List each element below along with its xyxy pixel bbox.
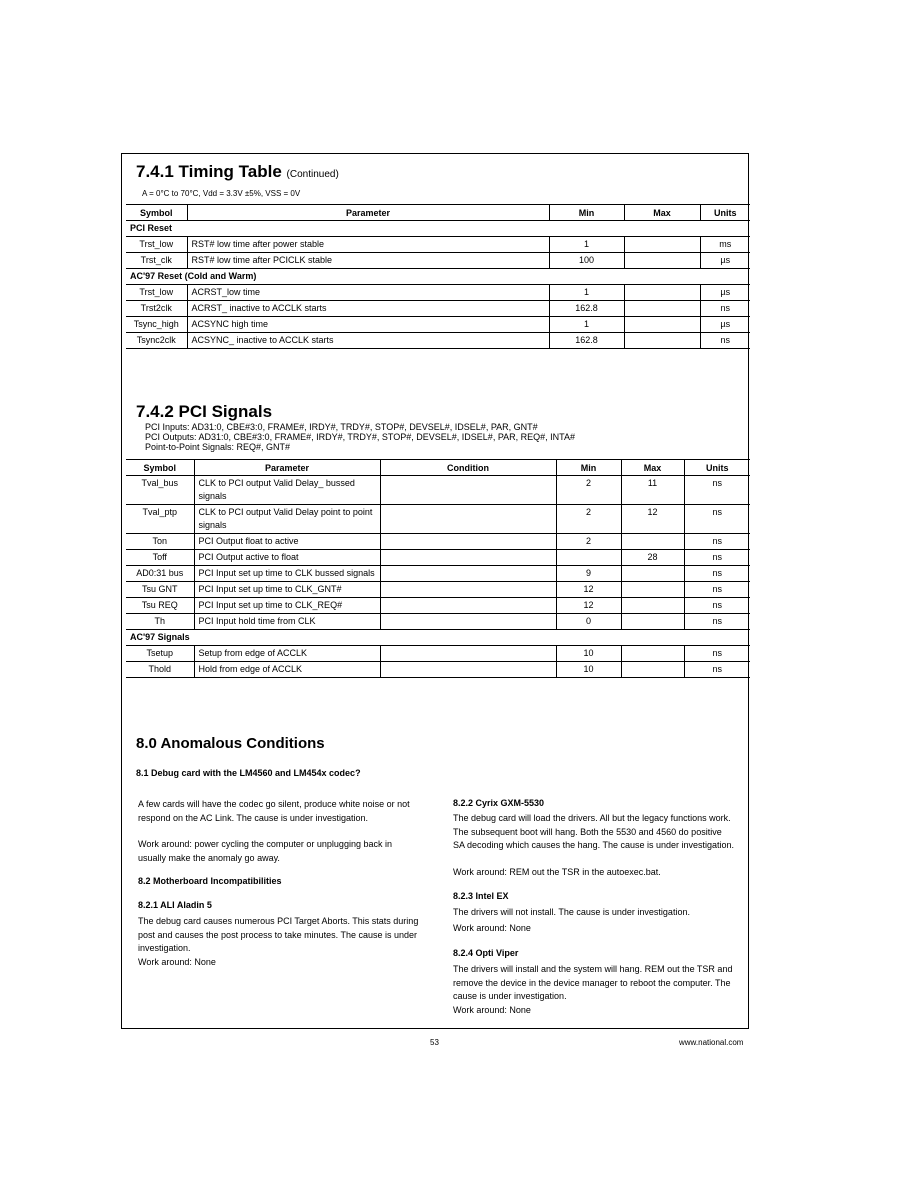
table-cell: µs — [700, 285, 750, 301]
col-header: Condition — [380, 460, 556, 476]
group-label: AC'97 Signals — [126, 630, 750, 646]
table-cell: 2 — [556, 476, 621, 505]
footer-site: www.national.com — [679, 1038, 744, 1047]
table-cell: PCI Input set up time to CLK_GNT# — [194, 582, 380, 598]
table-cell — [380, 662, 556, 678]
table-header-row — [126, 460, 750, 476]
table-cell: Toff — [126, 550, 194, 566]
table-cell — [621, 598, 684, 614]
table-row — [126, 662, 750, 678]
table-cell: ns — [700, 301, 750, 317]
table-header-row — [126, 205, 750, 221]
table-row — [126, 646, 750, 662]
table-cell: 100 — [549, 253, 624, 269]
table-cell: PCI Output active to float — [194, 550, 380, 566]
table-cell: ns — [684, 598, 750, 614]
table-cell — [380, 566, 556, 582]
table-cell — [380, 598, 556, 614]
table-cell: 10 — [556, 662, 621, 678]
table-group-row — [126, 269, 750, 285]
table-cell: Trst2clk — [126, 301, 187, 317]
table-cell: 162.8 — [549, 333, 624, 349]
table-row — [126, 614, 750, 630]
table-cell: 1 — [549, 237, 624, 253]
table-cell — [380, 614, 556, 630]
table-cell: Trst_low — [126, 237, 187, 253]
table-cell: ns — [684, 582, 750, 598]
col-header: Max — [621, 460, 684, 476]
col-header: Min — [549, 205, 624, 221]
table-cell: CLK to PCI output Valid Delay_ bussed signals — [194, 476, 380, 505]
table-row — [126, 582, 750, 598]
table-row — [126, 317, 750, 333]
table-row — [126, 534, 750, 550]
table-cell: 0 — [556, 614, 621, 630]
table-cell: Ton — [126, 534, 194, 550]
section-8-2-4-workaround: Work around: None — [453, 1005, 531, 1015]
continued-label: (Continued) — [286, 169, 339, 180]
table-cell — [621, 646, 684, 662]
pci-p2p: Point-to-Point Signals: REQ#, GNT# — [145, 442, 291, 452]
timing-conditions: A = 0°C to 70°C, Vdd = 3.3V ±5%, VSS = 0V — [142, 189, 301, 198]
table-cell: Setup from edge of ACCLK — [194, 646, 380, 662]
section-8-2-1-text: The debug card causes numerous PCI Target Aborts. This stats during post and causes the post process to take minutes. The cause is under investigation. — [138, 916, 419, 953]
pci-inputs: PCI Inputs: AD31:0, CBE#3:0, FRAME#, IRDY#, TRDY#, STOP#, DEVSEL#, IDSEL#, PAR, GNT# — [145, 422, 538, 432]
section-8-2-1-title: 8.2.1 ALI Aladin 5 — [138, 900, 212, 910]
section-8-1-title: 8.1 Debug card with the LM4560 and LM454x codec? — [136, 768, 361, 778]
timing-title: 7.4.1 Timing Table (Continued) — [136, 162, 339, 181]
table-cell: Tsu REQ — [126, 598, 194, 614]
col-header: Symbol — [126, 205, 187, 221]
table-cell: Th — [126, 614, 194, 630]
table-cell: Tsu GNT — [126, 582, 194, 598]
section-8-2-2-text: The debug card will load the drivers. All but the legacy functions work. The subsequent boot will hang. Both the 5530 and 4560 do positive SA decoding which causes the hang. The cause is under investigation. — [453, 813, 735, 850]
table-cell: ns — [684, 476, 750, 505]
table-cell — [621, 662, 684, 678]
table-cell — [621, 534, 684, 550]
table-cell — [621, 614, 684, 630]
table-cell: Trst_clk — [126, 253, 187, 269]
table-cell: AD0:31 bus — [126, 566, 194, 582]
table-row — [126, 598, 750, 614]
table-cell: Hold from edge of ACCLK — [194, 662, 380, 678]
table-row — [126, 550, 750, 566]
col-header: Max — [624, 205, 700, 221]
table-cell: ACRST_ inactive to ACCLK starts — [187, 301, 549, 317]
section-8-2-title: 8.2 Motherboard Incompatibilities — [138, 876, 282, 886]
col-header: Symbol — [126, 460, 194, 476]
table-cell: Thold — [126, 662, 194, 678]
table-cell — [621, 582, 684, 598]
section-8-2-2-title: 8.2.2 Cyrix GXM-5530 — [453, 798, 545, 808]
table-cell: PCI Input hold time from CLK — [194, 614, 380, 630]
table-cell: 12 — [556, 582, 621, 598]
pci-table — [126, 459, 750, 678]
col-header: Parameter — [187, 205, 549, 221]
col-header: Units — [700, 205, 750, 221]
table-cell: ns — [700, 333, 750, 349]
table-cell: Tsync_high — [126, 317, 187, 333]
table-cell — [380, 646, 556, 662]
table-row — [126, 301, 750, 317]
table-row — [126, 237, 750, 253]
table-cell: Tval_bus — [126, 476, 194, 505]
section-8-2-4-text: The drivers will install and the system will hang. REM out the TSR and remove the device in the device manager to reboot the computer. The cause is under investigation. — [453, 964, 733, 1001]
table-cell: ACRST_low time — [187, 285, 549, 301]
table-cell: CLK to PCI output Valid Delay point to point signals — [194, 505, 380, 534]
table-cell: ACSYNC_ inactive to ACCLK starts — [187, 333, 549, 349]
table-cell: Trst_low — [126, 285, 187, 301]
table-cell — [624, 237, 700, 253]
group-label: PCI Reset — [126, 221, 750, 237]
table-cell — [624, 317, 700, 333]
table-cell — [380, 534, 556, 550]
col-header: Min — [556, 460, 621, 476]
table-cell: µs — [700, 317, 750, 333]
table-row — [126, 566, 750, 582]
table-cell: PCI Input set up time to CLK bussed signals — [194, 566, 380, 582]
table-cell: 2 — [556, 534, 621, 550]
table-cell: Tsetup — [126, 646, 194, 662]
pci-title: 7.4.2 PCI Signals — [136, 402, 273, 421]
table-cell: ns — [684, 646, 750, 662]
table-row — [126, 333, 750, 349]
table-row — [126, 285, 750, 301]
table-cell: µs — [700, 253, 750, 269]
page-frame — [121, 153, 749, 1029]
table-cell: RST# low time after power stable — [187, 237, 549, 253]
table-cell: ns — [684, 550, 750, 566]
table-cell — [621, 566, 684, 582]
page-number: 53 — [430, 1038, 439, 1047]
table-group-row — [126, 221, 750, 237]
section-8-1-workaround: Work around: power cycling the computer or unplugging back in usually make the anomaly go away. — [138, 839, 392, 863]
section-8-2-1-workaround: Work around: None — [138, 957, 216, 967]
table-cell: 12 — [621, 505, 684, 534]
section-8-2-4-title: 8.2.4 Opti Viper — [453, 948, 519, 958]
table-cell: 2 — [556, 505, 621, 534]
table-row — [126, 505, 750, 534]
table-cell: 162.8 — [549, 301, 624, 317]
col-header: Parameter — [194, 460, 380, 476]
table-cell: ns — [684, 614, 750, 630]
table-cell: ns — [684, 505, 750, 534]
table-cell: 28 — [621, 550, 684, 566]
table-cell — [380, 550, 556, 566]
table-cell: 9 — [556, 566, 621, 582]
section-8-2-3-workaround: Work around: None — [453, 923, 531, 933]
section-8-1-text: A few cards will have the codec go silent, produce white noise or not respond on the AC Link. The cause is under investigation. — [138, 799, 410, 823]
table-cell: 1 — [549, 285, 624, 301]
table-group-row — [126, 630, 750, 646]
anomalous-title: 8.0 Anomalous Conditions — [136, 735, 325, 752]
table-cell — [624, 301, 700, 317]
table-cell — [624, 285, 700, 301]
pci-outputs: PCI Outputs: AD31:0, CBE#3:0, FRAME#, IRDY#, TRDY#, STOP#, DEVSEL#, IDSEL#, PAR, REQ#, INTA# — [145, 432, 576, 442]
pci-signal-lists — [145, 422, 575, 452]
table-cell — [380, 582, 556, 598]
table-cell: ns — [684, 566, 750, 582]
table-cell: 12 — [556, 598, 621, 614]
section-8-2-3-text: The drivers will not install. The cause is under investigation. — [453, 907, 690, 917]
table-cell: 1 — [549, 317, 624, 333]
section-8-2-3-title: 8.2.3 Intel EX — [453, 891, 509, 901]
table-cell: ms — [700, 237, 750, 253]
table-cell: PCI Output float to active — [194, 534, 380, 550]
table-cell — [556, 550, 621, 566]
table-cell: ns — [684, 534, 750, 550]
table-cell: Tval_ptp — [126, 505, 194, 534]
table-cell: 11 — [621, 476, 684, 505]
table-row — [126, 476, 750, 505]
section-8-2-2-workaround: Work around: REM out the TSR in the autoexec.bat. — [453, 867, 661, 877]
table-cell: PCI Input set up time to CLK_REQ# — [194, 598, 380, 614]
table-cell: ACSYNC high time — [187, 317, 549, 333]
table-cell — [624, 253, 700, 269]
group-label: AC'97 Reset (Cold and Warm) — [126, 269, 750, 285]
table-cell: RST# low time after PCICLK stable — [187, 253, 549, 269]
table-cell: Tsync2clk — [126, 333, 187, 349]
table-cell — [624, 333, 700, 349]
timing-table — [126, 204, 750, 349]
table-cell: ns — [684, 662, 750, 678]
table-cell: 10 — [556, 646, 621, 662]
table-row — [126, 253, 750, 269]
table-cell — [380, 505, 556, 534]
table-cell — [380, 476, 556, 505]
col-header: Units — [684, 460, 750, 476]
